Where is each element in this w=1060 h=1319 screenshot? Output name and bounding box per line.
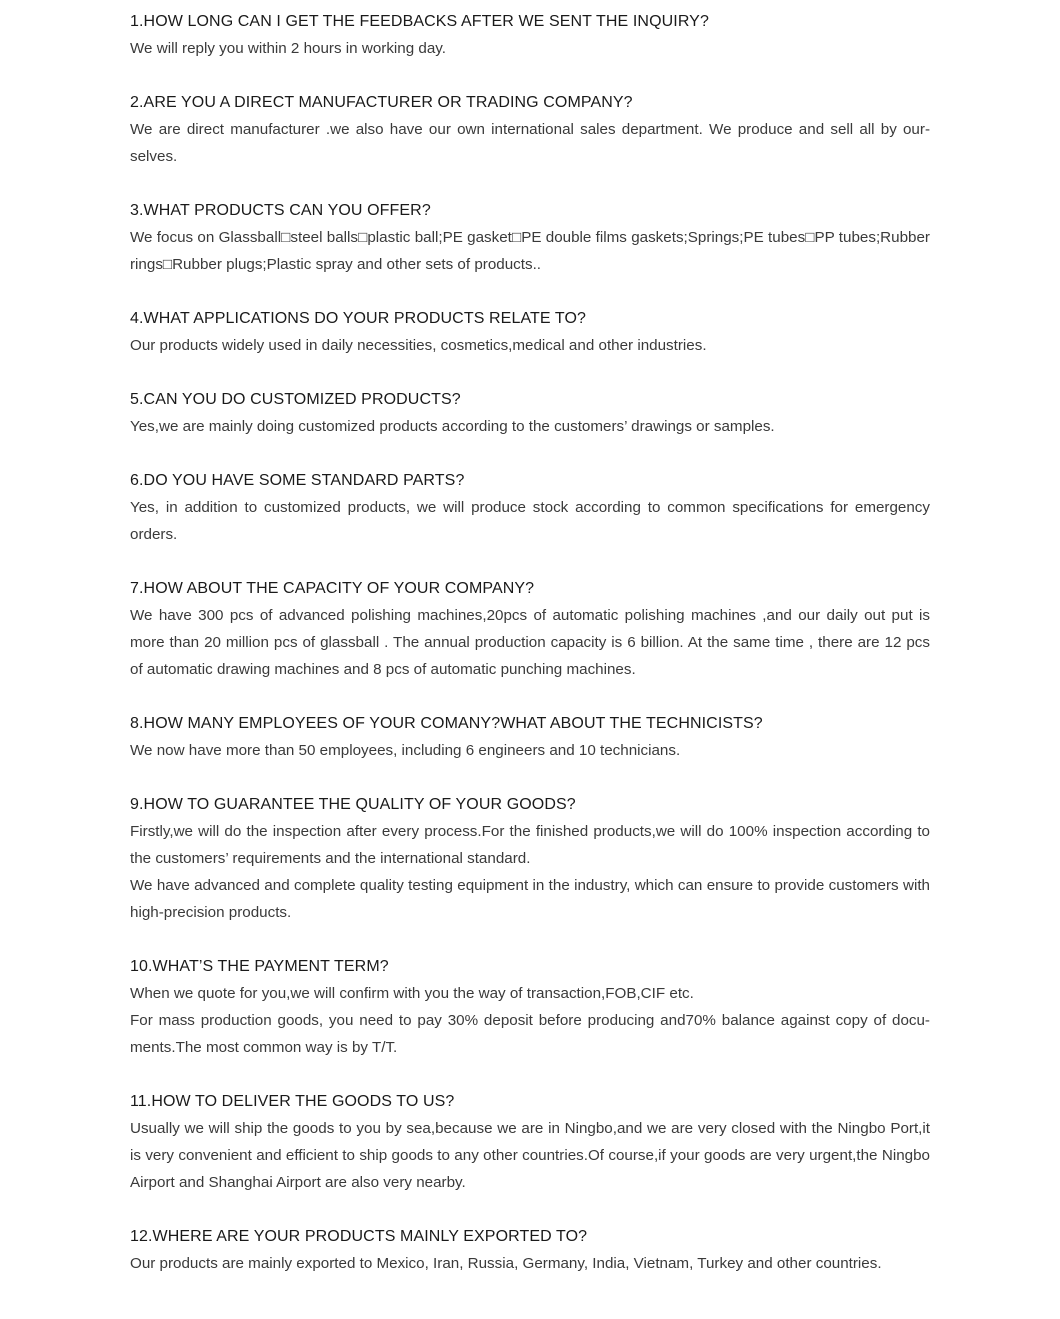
faq-answer: When we quote for you,we will confirm with you the way of transaction,FOB,CIF etc. (130, 985, 694, 1002)
faq-answer: Yes, in addition to customized products, we will produce stock according to common specifications for emergency orders. (130, 499, 930, 543)
faq-item-11 (130, 1088, 930, 1196)
faq-list (130, 8, 930, 1304)
faq-question: 2.ARE YOU A DIRECT MANUFACTURER OR TRADING COMPANY? (130, 94, 633, 111)
faq-answer: We have 300 pcs of advanced polishing machines,20pcs of automatic polishing machines ,and our daily out put is more than 20 million pcs of glassball . The annual production capacity is 6 billion. At the same time , there are 12 pcs of automatic drawing machines and 8 pcs of automatic punching machines. (130, 607, 930, 678)
faq-item-8 (130, 710, 930, 764)
faq-item-7 (130, 575, 930, 683)
faq-question: 10.WHAT’S THE PAYMENT TERM? (130, 958, 389, 975)
faq-answer: We will reply you within 2 hours in working day. (130, 40, 446, 57)
faq-question: 7.HOW ABOUT THE CAPACITY OF YOUR COMPANY? (130, 580, 535, 597)
faq-answer: We are direct manufacturer .we also have our own international sales department. We produce and sell all by our-selves. (130, 121, 930, 165)
faq-question: 12.WHERE ARE YOUR PRODUCTS MAINLY EXPORTED TO? (130, 1228, 588, 1245)
faq-question: 8.HOW MANY EMPLOYEES OF YOUR COMANY?WHAT ABOUT THE TECHNICISTS? (130, 715, 763, 732)
faq-answer: Our products widely used in daily necessities, cosmetics,medical and other industries. (130, 337, 707, 354)
faq-answer: Usually we will ship the goods to you by sea,because we are in Ningbo,and we are very closed with the Ningbo Port,it is very convenient and efficient to ship goods to any other countries.Of course,if your goods are very urgent,the Ningbo Airport and Shanghai Airport are also very nearby. (130, 1120, 930, 1191)
faq-answer: Firstly,we will do the inspection after every process.For the finished products,we will do 100% inspection according to the customers’ requirements and the international standard. (130, 823, 930, 867)
faq-item-2 (130, 89, 930, 170)
faq-answer: We focus on Glassball□steel balls□plastic ball;PE gasket□PE double films gaskets;Springs;PE tubes□PP tubes;Rubber rings□Rubber plugs;Plastic spray and other sets of products.. (130, 229, 930, 273)
faq-question: 6.DO YOU HAVE SOME STANDARD PARTS? (130, 472, 465, 489)
faq-item-6 (130, 467, 930, 548)
faq-question: 5.CAN YOU DO CUSTOMIZED PRODUCTS? (130, 391, 461, 408)
faq-answer: For mass production goods, you need to pay 30% deposit before producing and70% balance against copy of docu-ments.The most common way is by T/T. (130, 1012, 930, 1056)
faq-item-9 (130, 791, 930, 926)
faq-question: 9.HOW TO GUARANTEE THE QUALITY OF YOUR GOODS? (130, 796, 576, 813)
faq-question: 11.HOW TO DELIVER THE GOODS TO US? (130, 1093, 455, 1110)
faq-question: 3.WHAT PRODUCTS CAN YOU OFFER? (130, 202, 431, 219)
faq-answer: We now have more than 50 employees, including 6 engineers and 10 technicians. (130, 742, 681, 759)
faq-question: 1.HOW LONG CAN I GET THE FEEDBACKS AFTER WE SENT THE INQUIRY? (130, 13, 709, 30)
faq-item-3 (130, 197, 930, 278)
faq-item-12 (130, 1223, 930, 1277)
faq-item-4 (130, 305, 930, 359)
faq-answer: Our products are mainly exported to Mexico, Iran, Russia, Germany, India, Vietnam, Turkey and other countries. (130, 1255, 882, 1272)
faq-answer: Yes,we are mainly doing customized products according to the customers’ drawings or samples. (130, 418, 775, 435)
faq-question: 4.WHAT APPLICATIONS DO YOUR PRODUCTS RELATE TO? (130, 310, 587, 327)
faq-item-10 (130, 953, 930, 1061)
faq-item-5 (130, 386, 930, 440)
faq-answer: We have advanced and complete quality testing equipment in the industry, which can ensure to provide customers with high-precision products. (130, 877, 930, 921)
faq-item-1 (130, 8, 930, 62)
